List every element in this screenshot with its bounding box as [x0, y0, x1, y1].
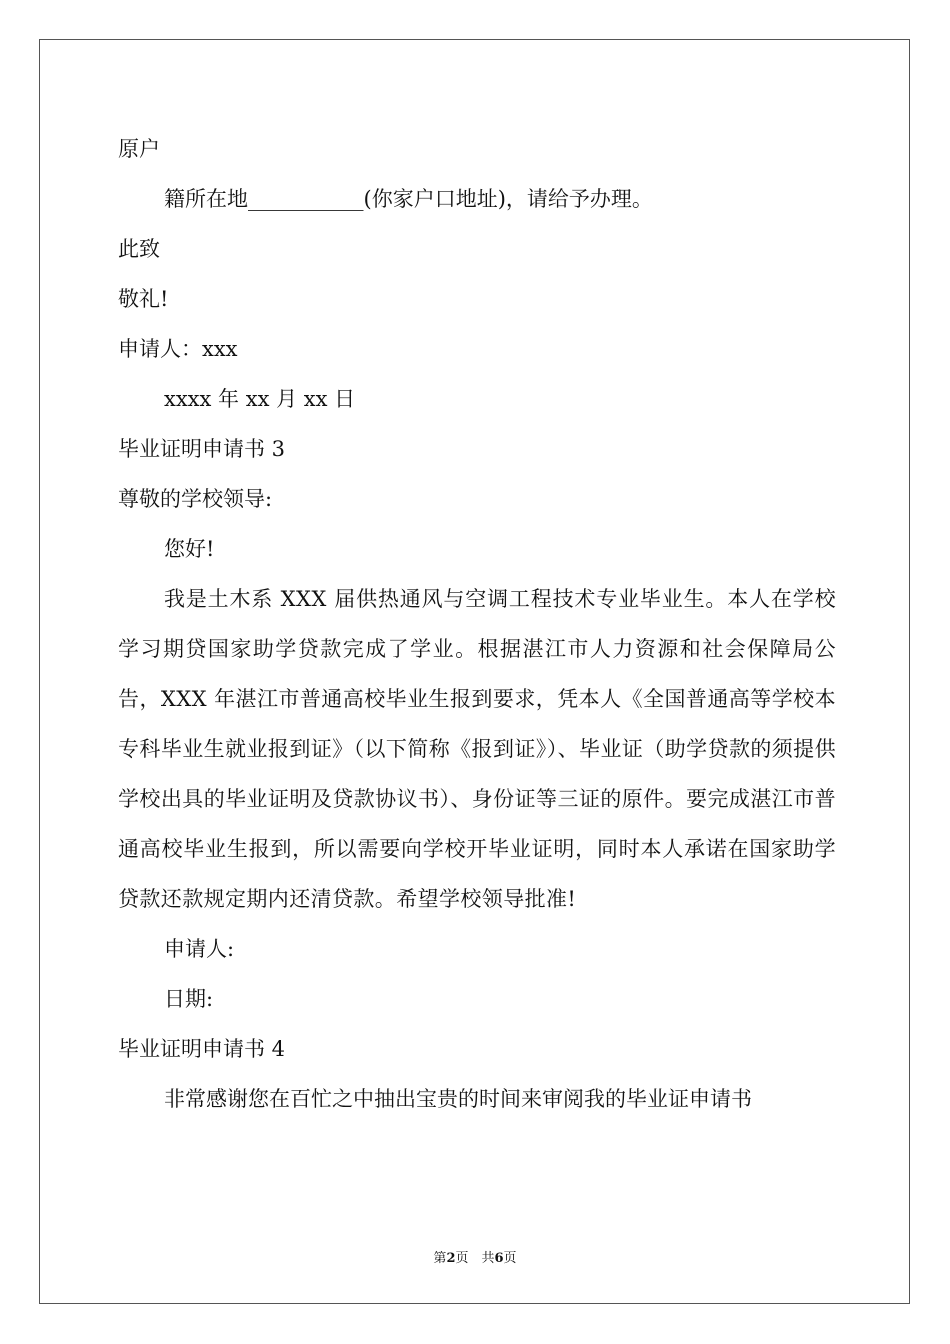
body-paragraph: 我是土木系 XXX 届供热通风与空调工程技术专业毕业生。本人在学校学习期贷国家助学贷款完成了学业。根据湛江市人力资源和社会保障局公告，XXX 年湛江市普通高校毕业生报到要求，凭本人《全国普通高等学校本专科毕业生就业报到证》（以下简称《报到证》）、毕业证（助学贷款的须提供学校出具的毕业证明及贷款协议书）、身份证等三证的原件。要完成湛江市普通高校毕业生报到，所以需要向学校开毕业证明，同时本人承诺在国家助学贷款还款规定期内还清贷款。希望学校领导批准!: [118, 587, 836, 911]
greeting: 您好!: [164, 537, 215, 561]
text-line-6: xxxx 年 xx 月 xx 日: [164, 387, 356, 411]
text-line-3: 此致: [118, 237, 160, 261]
page-footer: [0, 1247, 950, 1266]
applicant-line: 申请人:: [164, 937, 235, 961]
footer-page-total: 6: [494, 1251, 504, 1266]
document-body: [118, 124, 836, 1124]
footer-page-prefix: 第: [433, 1251, 447, 1266]
footer-page-current: 2: [446, 1251, 456, 1266]
footer-page-mid: 页 共: [455, 1251, 495, 1266]
text-line-5: 申请人：xxx: [118, 337, 238, 361]
salutation: 尊敬的学校领导:: [118, 487, 273, 511]
footer-page-suffix: 页: [503, 1251, 517, 1266]
text-line-1: 原户: [118, 137, 160, 161]
section-heading-4: 毕业证明申请书 4: [118, 1037, 286, 1061]
date-line: 日期:: [164, 987, 214, 1011]
text-line-last: 非常感谢您在百忙之中抽出宝贵的时间来审阅我的毕业证申请书: [164, 1087, 752, 1111]
section-heading-3: 毕业证明申请书 3: [118, 437, 286, 461]
text-line-4: 敬礼!: [118, 287, 169, 311]
text-line-2: 籍所在地___________(你家户口地址)，请给予办理。: [164, 187, 653, 211]
